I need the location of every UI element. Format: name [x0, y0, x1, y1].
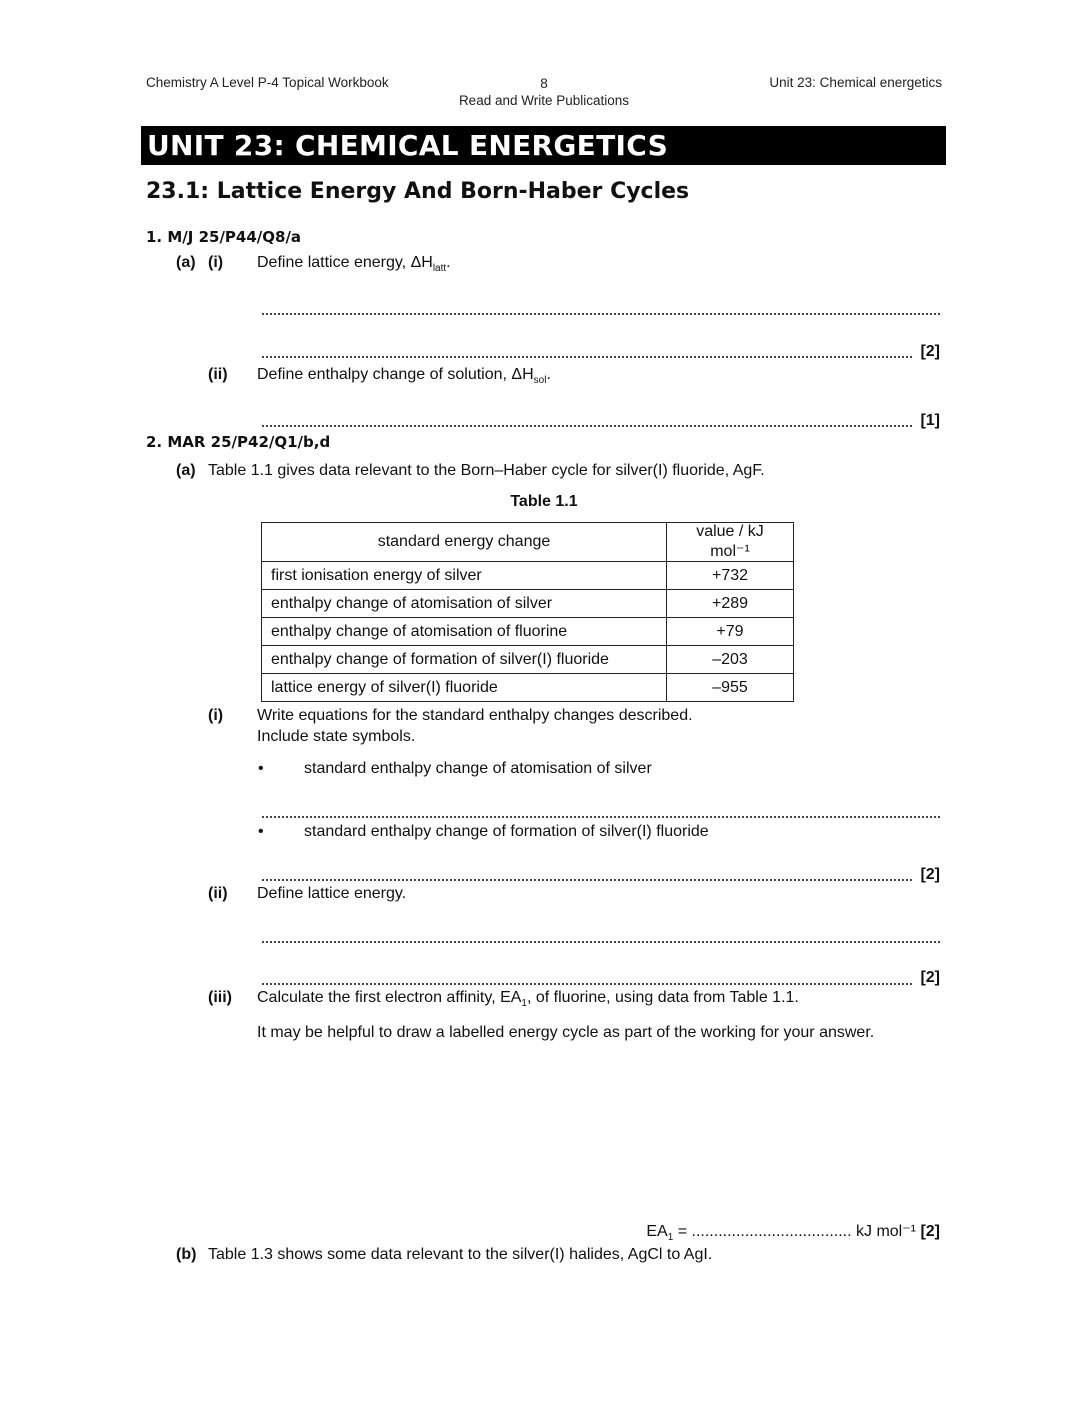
unit-title: UNIT 23: CHEMICAL ENERGETICS	[147, 129, 669, 162]
table-cell: first ionisation energy of silver	[262, 562, 667, 590]
answer-line[interactable]	[262, 982, 912, 985]
answer-line[interactable]	[262, 424, 912, 427]
answer-line[interactable]	[262, 940, 940, 943]
answer-line[interactable]	[262, 355, 912, 358]
table-row	[262, 562, 794, 590]
unit-banner	[141, 126, 946, 165]
header-book-title: Chemistry A Level P-4 Topical Workbook	[146, 75, 389, 90]
table-row	[262, 674, 794, 702]
table-caption: Table 1.1	[510, 493, 578, 510]
bullet-text: standard enthalpy change of formation of silver(I) fluoride	[304, 823, 709, 840]
q1-part-a-label: (a)	[176, 254, 196, 271]
q2-ii-text: Define lattice energy.	[257, 885, 407, 902]
q2-part-b-label: (b)	[176, 1246, 197, 1263]
ea1-answer: $EA_1$ = .................................... kJ mol⁻¹ [2]	[646, 1223, 940, 1244]
header-unit: Unit 23: Chemical energetics	[769, 75, 942, 90]
q2-ii-label: (ii)	[208, 885, 228, 902]
marks: [2]	[920, 866, 940, 883]
section-title: 23.1: Lattice Energy And Born-Haber Cycles	[146, 179, 690, 204]
q2-iii-hint: It may be helpful to draw a labelled energy cycle as part of the working for your answer.	[257, 1024, 875, 1041]
table-cell: +79	[667, 618, 794, 646]
q1-i-label: (i)	[208, 254, 224, 271]
table-row	[262, 618, 794, 646]
page-number: 8	[540, 76, 548, 91]
table-cell: enthalpy change of formation of silver(I) fluoride	[262, 646, 667, 674]
table-cell: +289	[667, 590, 794, 618]
question-1-heading: 1. M/J 25/P44/Q8/a	[146, 228, 302, 246]
table-header-row	[262, 523, 794, 562]
answer-line[interactable]	[262, 815, 940, 818]
ea1-answer-blank[interactable]: ....................................	[691, 1223, 852, 1240]
table-row	[262, 590, 794, 618]
answer-line[interactable]	[262, 312, 940, 315]
table-cell: enthalpy change of atomisation of fluorine	[262, 618, 667, 646]
table-cell: +732	[667, 562, 794, 590]
q1-i-text: Define lattice energy, $\Delta H_{latt}$.	[257, 254, 451, 275]
q2-part-a-text: Table 1.1 gives data relevant to the Born–Haber cycle for silver(I) fluoride, AgF.	[208, 462, 765, 479]
q2-i-text1: Write equations for the standard enthalpy changes described.	[257, 707, 693, 724]
bullet-text: standard enthalpy change of atomisation of silver	[304, 760, 652, 777]
data-table	[261, 522, 794, 702]
marks: [2]	[920, 343, 940, 360]
q2-iii-label: (iii)	[208, 989, 232, 1006]
table-row	[262, 646, 794, 674]
q2-iii-text: Calculate the first electron affinity, $EA_1$, of fluorine, using data from Table 1.1.	[257, 989, 799, 1010]
publisher: Read and Write Publications	[458, 93, 630, 108]
q2-part-a-label: (a)	[176, 462, 196, 479]
bullet-icon: •	[258, 760, 264, 777]
question-2-heading: 2. MAR 25/P42/Q1/b,d	[146, 433, 331, 451]
table-cell: enthalpy change of atomisation of silver	[262, 590, 667, 618]
q2-i-label: (i)	[208, 707, 224, 724]
table-cell: lattice energy of silver(I) fluoride	[262, 674, 667, 702]
table-header: standard energy change	[262, 523, 667, 562]
bullet-icon: •	[258, 823, 264, 840]
table-header: value / kJ mol⁻¹	[667, 523, 794, 562]
q1-ii-label: (ii)	[208, 366, 228, 383]
answer-line[interactable]	[262, 878, 912, 881]
q2-part-b-text: Table 1.3 shows some data relevant to the silver(I) halides, AgCl to AgI.	[208, 1246, 713, 1263]
marks: [2]	[920, 969, 940, 986]
q1-ii-text: Define enthalpy change of solution, $\Delta H_{sol}$.	[257, 366, 551, 387]
marks: [1]	[920, 412, 940, 429]
table-cell: –203	[667, 646, 794, 674]
table-cell: –955	[667, 674, 794, 702]
q2-i-text2: Include state symbols.	[257, 728, 416, 745]
